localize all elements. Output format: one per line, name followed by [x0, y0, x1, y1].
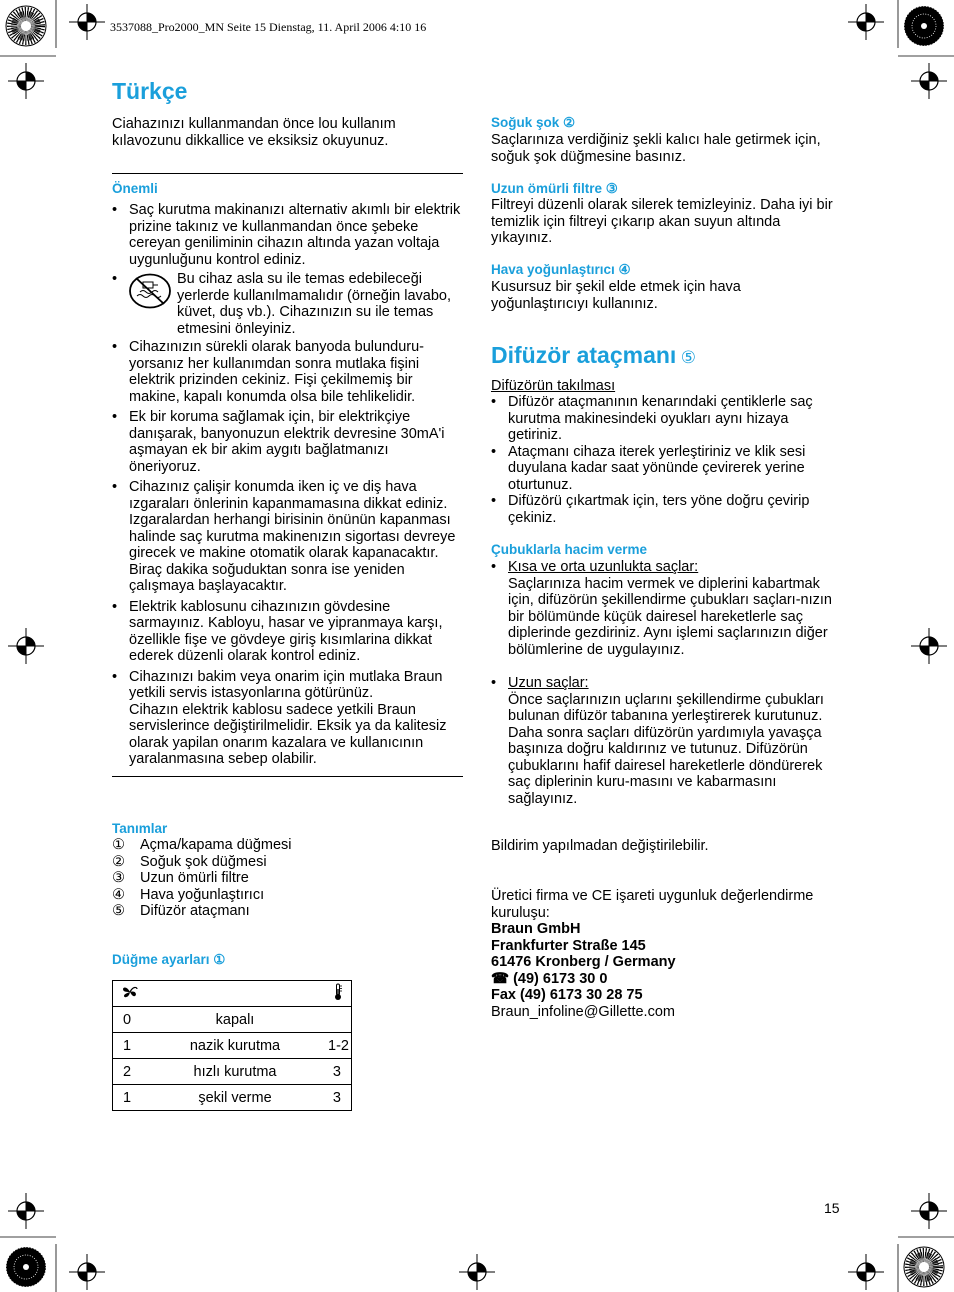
- page-title: Türkçe: [112, 78, 188, 104]
- concentrator-heading: Hava yoğunlaştırıcı ④: [491, 262, 631, 277]
- manufacturer-block: Üretici firma ve CE işareti uygunluk değerlendirme kuruluşu: Braun GmbH Frankfurter Straße 145 61476 Kronberg / Germany ☎ (49) 6173 30 0 Fax (49) 6173 30 28 75 Braun_infoline@Gillette.com: [491, 888, 814, 1020]
- thermometer-icon: [303, 981, 352, 1007]
- list-item: • Ek bir koruma sağlamak için, bir elektrikçiye danışarak, banyonuzun elektrik devresine 30mA'i aşmayan ek bir akim aygıtı bağlatmanızı öneriyoruz.: [112, 409, 463, 475]
- table-row: 1 şekil verme 3: [113, 1085, 352, 1111]
- cool-shot-heading: Soğuk şok ②: [491, 115, 576, 130]
- table-row: 2 hızlı kurutma 3: [113, 1059, 352, 1085]
- descriptions-heading: Tanımlar: [112, 821, 168, 836]
- intro-text: Ciahazınızı kullanmandan önce lou kullanım kılavozunu dikkallice ve eksiksiz okuyunuz.: [112, 116, 396, 149]
- list-item: ① Açma/kapama düğmesi: [112, 837, 292, 853]
- table-row: 0 kapalı: [113, 1007, 352, 1033]
- list-item: • Uzun saçlar: Önce saçlarınızın uçlarını şekillendirme çubukları bulunan difüzör tabanına yerleştirerek kurutunuz. Daha sonra saçları difüzörün yardımıyla yavaşça başınıza doğru kaldırınız ve tutunuz. Difüzörün çubuklarını hafif dairesel hareketlerle döndürerek saç diplerinin kuru-masını ve kabarmasını sağlayınız.: [491, 675, 841, 807]
- important-list: [112, 202, 463, 768]
- list-item: • Elektrik kablosunu cihazınızın gövdesine sarmayınız. Kabloyu, hasar ve yipranmaya karşı, özellikle fişe ve gövdeye giriş kısımlarina dikkat ederek düzenli olarak kontrol ediniz.: [112, 599, 463, 665]
- table-header-row: [113, 981, 352, 1007]
- page-number: 15: [824, 1200, 840, 1216]
- descriptions-list: [112, 837, 412, 920]
- list-item: • Difüzörü çıkartmak için, ters yöne doğru çevirip çekiniz.: [491, 493, 841, 526]
- list-item: ④ Hava yoğunlaştırıcı: [112, 886, 265, 903]
- volume-list: [491, 559, 841, 807]
- settings-heading: Düğme ayarları ①: [112, 952, 226, 967]
- list-item: ② Soğuk şok düğmesi: [112, 853, 267, 870]
- no-water-warning-icon: [128, 273, 172, 309]
- list-item: ③ Uzun ömürli filtre: [112, 870, 249, 886]
- list-item: ⑤ Difüzör ataçmanı: [112, 903, 250, 919]
- cool-shot-text: Saçlarınıza verdiğiniz şekli kalıcı hale getirmek için, soğuk şok düğmesine basınız.: [491, 132, 821, 165]
- list-item: • Difüzör ataçmanının kenarındaki çentiklerle saç kurutma makinesindeki oyukları aynı hizaya getiriniz.: [491, 394, 841, 444]
- list-item: • Bu cihaz asla su ile temas edebileceği yerlerde kullanılmamalıdır (örneğin lavabo, küvet, duş vb.). Cihazınızın su ile temas etmesini önleyiniz.: [112, 271, 463, 337]
- important-heading: Önemli: [112, 181, 158, 196]
- notice-text: Bildirim yapılmadan değiştirilebilir.: [491, 838, 709, 854]
- phone-icon: ☎: [491, 970, 510, 987]
- filter-heading: Uzun ömürli filtre ③: [491, 181, 618, 196]
- settings-table: [112, 980, 352, 1111]
- table-row: 1 nazik kurutma 1-2: [113, 1033, 352, 1059]
- list-item: • Kısa ve orta uzunlukta saçlar: Saçlarınıza hacim vermek ve diplerini kabartmak için, difüzörün şekillendirme çubukları saçları-nızın bir bölümünde küçük dairesel hareketlerle saç diplerinde gezdiriniz. Aynı işlemi saçlarınızın diğer bölümlerine de uygulayınız.: [491, 559, 841, 658]
- list-item: • Ataçmanı cihaza iterek yerleştiriniz ve klik sesi duyulana kadar saat yönünde çevirerek yerine oturtunuz.: [491, 444, 841, 494]
- list-item: • Cihazınızın sürekli olarak banyoda bulunduru-yorsanız her kullanımdan sonra mutlaka fişini elektrik prizinden cekiniz. Fişi çekilmemiş bir makine, kapalı konumda olsa bile tehlikelidir.: [112, 339, 463, 405]
- divider: [112, 776, 463, 777]
- filter-text: Filtreyi düzenli olarak silerek temizleyiniz. Daha iyi bir temizlik için filtreyi çıkarıp akan suyun altında yıkayınız.: [491, 197, 833, 246]
- list-item: • Cihazınız çalişir konumda iken iç ve diş hava ızgaraları önlerinin kapanmamasına dikkat ediniz. Izgaralardan herhangi birisinin önünün kapanması halinde saç kurutma makinenızın sigortası devreye girecek ve makine otomatik olarak kapanacaktır. Biraç dakika soğuduktan sonra ise yeniden çalışmaya başlayacaktır.: [112, 479, 463, 595]
- volume-heading: Çubuklarla hacim verme: [491, 542, 648, 557]
- divider: [112, 173, 463, 174]
- fan-icon: [113, 981, 168, 1007]
- concentrator-text: Kusursuz bir şekil elde etmek için hava yoğunlaştırıcıyı kullanınız.: [491, 279, 741, 312]
- diffuser-title: Difüzör ataçmanı ⑤: [491, 342, 697, 368]
- list-item: • Saç kurutma makinanızı alternativ akımlı bir elektrik prizine takınız ve kullanmandan önce şebeke cereyan geniliminin cihazın altında yazan voltaja uygunluğunu kontrol ediniz.: [112, 202, 463, 268]
- attach-heading: Difüzörün takılması: [491, 378, 616, 394]
- attach-list: [491, 394, 841, 526]
- file-info-header: 3537088_Pro2000_MN Seite 15 Dienstag, 11. April 2006 4:10 16: [110, 20, 427, 34]
- list-item: • Cihazınızı bakim veya onarim için mutlaka Braun yetkili servis istasyonlarına götürünüz. Cihazın elektrik kablosu sadece yetkili Braun servislerince değiştirilmelidir. Eksik ya da kalitesiz olarak yapilan onarım kazalara ve kullanıcının yaralanmasına sebep olabilir.: [112, 669, 463, 768]
